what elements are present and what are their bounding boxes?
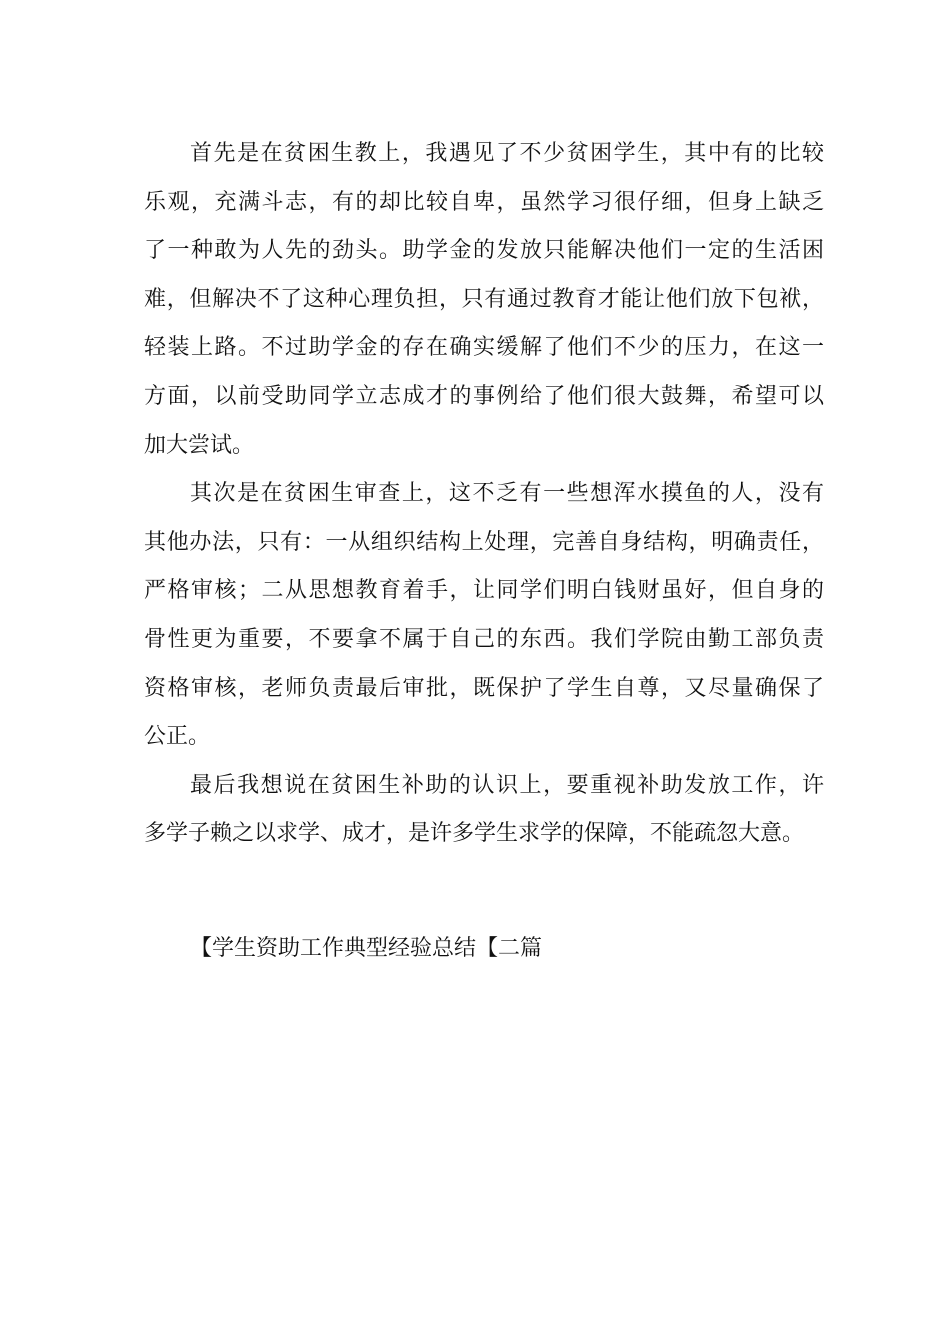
text-line: 多学子赖之以求学、成才，是许多学生求学的保障，不能疏忽大意。 (144, 821, 805, 847)
text-line: 最后我想说在贫困生补助的认识上，要重视补助发放工作，许 (190, 772, 824, 798)
text-line: 骨性更为重要，不要拿不属于自己的东西。我们学院由勤工部负责 (144, 626, 824, 652)
text-line: 其他办法，只有：一从组织结构上处理，完善自身结构，明确责任， (144, 529, 824, 555)
text-line: 资格审核，老师负责最后审批，既保护了学生自尊，又尽量确保了 (144, 675, 824, 701)
paragraph-2 (144, 470, 824, 762)
paragraph-1 (144, 130, 824, 470)
paragraph-3 (144, 762, 824, 859)
text-line: 了一种敢为人先的劲头。助学金的发放只能解决他们一定的生活困 (144, 238, 824, 264)
text-line: 乐观，充满斗志，有的却比较自卑，虽然学习很仔细，但身上缺乏 (144, 189, 824, 215)
text-line: 严格审核；二从思想教育着手，让同学们明白钱财虽好，但自身的 (144, 578, 824, 604)
text-line: 加大尝试。 (144, 432, 255, 458)
document-body (144, 130, 824, 859)
text-line: 难，但解决不了这种心理负担，只有通过教育才能让他们放下包袱， (144, 286, 824, 312)
text-line: 方面，以前受助同学立志成才的事例给了他们很大鼓舞，希望可以 (144, 383, 824, 409)
text-line: 其次是在贫困生审查上，这不乏有一些想浑水摸鱼的人，没有 (190, 481, 824, 507)
text-line: 首先是在贫困生教上，我遇见了不少贫困学生，其中有的比较 (190, 141, 824, 166)
text-line: 公正。 (144, 724, 211, 750)
section-heading: 【学生资助工作典型经验总结【二篇 (190, 936, 543, 961)
text-line: 轻装上路。不过助学金的存在确实缓解了他们不少的压力，在这一 (144, 335, 824, 361)
